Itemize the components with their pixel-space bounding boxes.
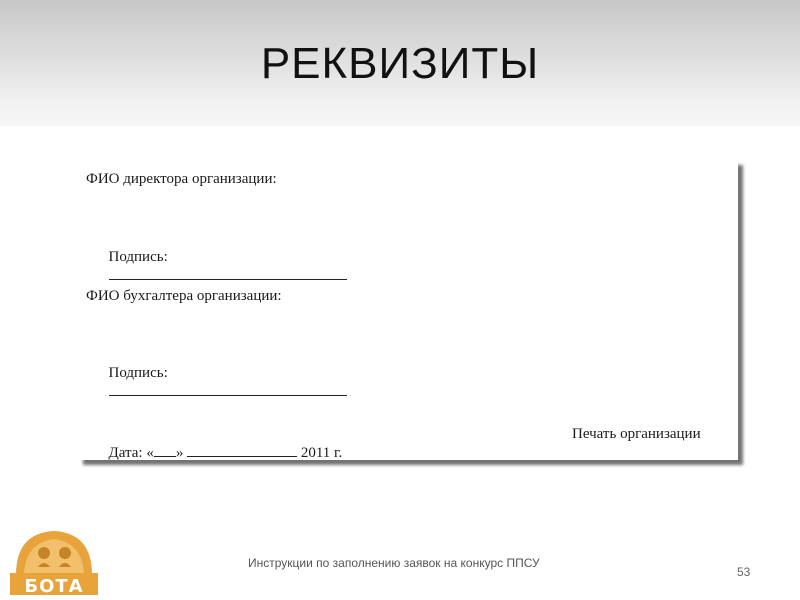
accountant-name-label: ФИО бухгалтера организации: bbox=[86, 288, 282, 304]
day-blank-line bbox=[154, 443, 176, 457]
signature-line bbox=[109, 266, 347, 280]
bota-logo bbox=[10, 525, 98, 597]
signature-label: Подпись: bbox=[108, 365, 168, 381]
footer-text: Инструкции по заполнению заявок на конкурс ППСУ bbox=[248, 556, 540, 570]
date-mid: » bbox=[175, 445, 188, 461]
signature-line bbox=[109, 382, 347, 396]
requisites-form-image bbox=[78, 160, 738, 460]
signature-row-2 bbox=[86, 346, 347, 419]
logo-text: БОТА bbox=[24, 576, 84, 597]
month-blank-line bbox=[187, 443, 297, 457]
page-number: 53 bbox=[737, 565, 751, 579]
signature-label: Подпись: bbox=[108, 249, 168, 265]
date-row bbox=[86, 425, 342, 480]
date-year: 2011 г. bbox=[297, 445, 343, 461]
stamp-label: Печать организации bbox=[572, 426, 701, 442]
date-prefix: Дата: « bbox=[108, 445, 154, 461]
dog-head-icon bbox=[59, 547, 71, 559]
director-name-label: ФИО директора организации: bbox=[86, 171, 277, 187]
slide-title: РЕКВИЗИТЫ bbox=[260, 39, 540, 88]
cat-head-icon bbox=[38, 547, 50, 559]
